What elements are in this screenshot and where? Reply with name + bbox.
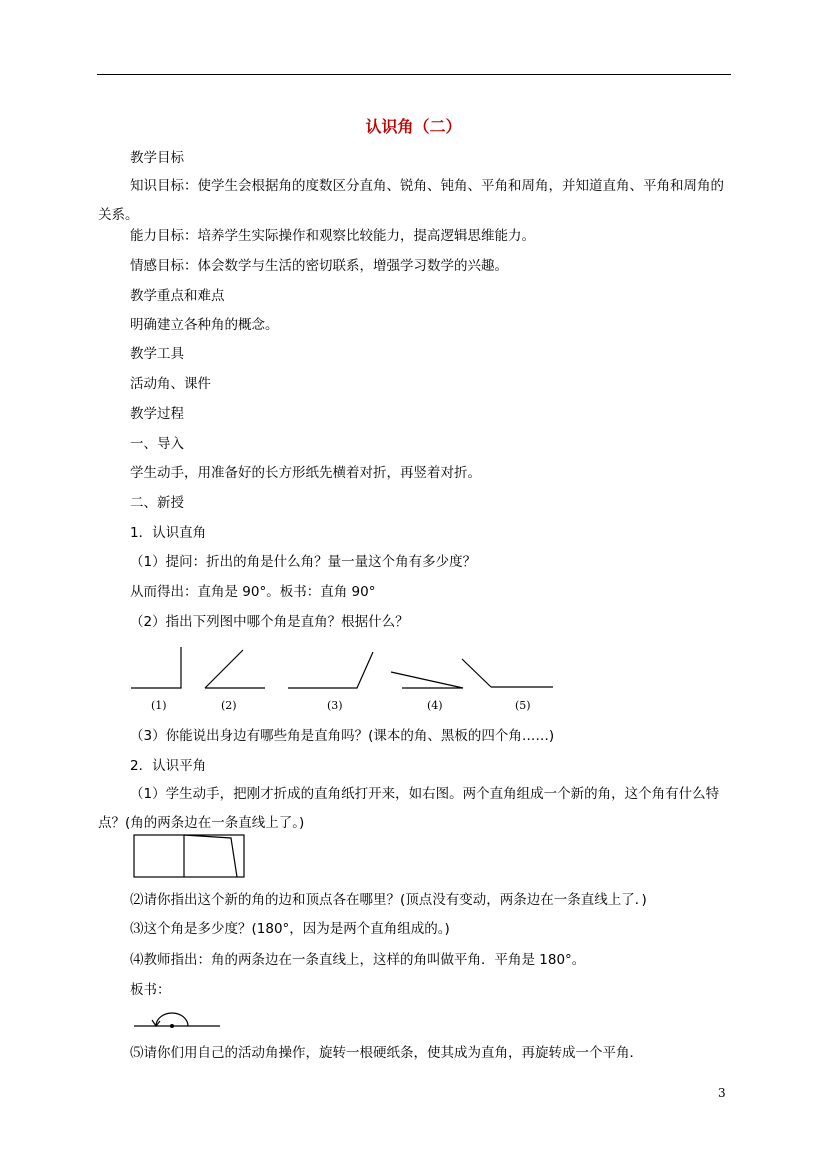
paragraph-intro: 学生动手，用准备好的长方形纸先横着对折，再竖着对折。	[130, 465, 481, 481]
question-vertex-and-sides: ⑵请你指出这个新的角的边和顶点各在哪里？(顶点没有变动，两条边在一条直线上了．)	[130, 892, 647, 908]
section-heading-objectives: 教学目标	[130, 150, 184, 166]
question-2: （2）指出下列图中哪个角是直角？根据什么？	[130, 614, 409, 630]
angle-3-label: (3)	[327, 699, 343, 712]
angle-1-label: (1)	[151, 699, 167, 712]
heading-right-angle: 1．认识直角	[130, 525, 207, 541]
paragraph-key-points: 明确建立各种角的概念。	[130, 317, 279, 333]
angle-5-shape	[462, 659, 553, 687]
header-rule	[97, 74, 731, 75]
angle-4-shape	[391, 672, 463, 688]
angle-2-label: (2)	[221, 699, 237, 712]
paragraph-tools: 活动角、课件	[130, 376, 211, 392]
question-degrees: ⑶这个角是多少度？(180°，因为是两个直角组成的。)	[130, 921, 450, 937]
paragraph-emotion-goal: 情感目标：体会数学与生活的密切联系，增强学习数学的兴趣。	[130, 258, 508, 274]
subsection-intro: 一、导入	[130, 436, 184, 452]
angle-1-shape	[131, 647, 181, 688]
angle-4-label: (4)	[427, 699, 443, 712]
angles-figure	[125, 645, 565, 715]
question-3: （3）你能说出身边有哪些角是直角吗？(课本的角、黑板的四个角……)	[130, 728, 555, 744]
unfolded-paper-figure	[133, 834, 248, 880]
straight-angle-figure	[132, 1008, 224, 1032]
page-number: 3	[718, 1086, 726, 1100]
section-heading-process: 教学过程	[130, 406, 184, 422]
paragraph-knowledge-goal: 知识目标：使学生会根据角的度数区分直角、锐角、钝角、平角和周角，并知道直角、平角和周角的关系。	[98, 178, 724, 223]
activity-rotate-strip: ⑸请你们用自己的活动角操作，旋转一根硬纸条，使其成为直角，再旋转成一个平角．	[130, 1045, 643, 1061]
page-title: 认识角（二）	[365, 117, 462, 136]
section-heading-tools: 教学工具	[130, 346, 184, 362]
teacher-note-straight-angle: ⑷教师指出：角的两条边在一条直线上，这样的角叫做平角．平角是 180°。	[130, 952, 586, 968]
paragraph-straight-angle-activity: （1）学生动手，把刚才折成的直角纸打开来，如右图。两个直角组成一个新的角，这个角有什么特点？(角的两条边在一条直线上了。)	[98, 786, 720, 831]
angle-5-label: (5)	[515, 699, 531, 712]
board-label: 板书：	[130, 982, 171, 998]
subsection-new-lesson: 二、新授	[130, 495, 184, 511]
angle-2-shape	[205, 650, 265, 688]
angle-3-shape	[288, 652, 373, 688]
question-1: （1）提问：折出的角是什么角？量一量这个角有多少度？	[130, 554, 477, 570]
section-heading-key-points: 教学重点和难点	[130, 288, 225, 304]
conclusion-right-angle: 从而得出：直角是 90°。板书：直角 90°	[130, 584, 376, 600]
paragraph-ability-goal: 能力目标：培养学生实际操作和观察比较能力，提高逻辑思维能力。	[130, 228, 535, 244]
heading-straight-angle: 2．认识平角	[130, 758, 207, 774]
